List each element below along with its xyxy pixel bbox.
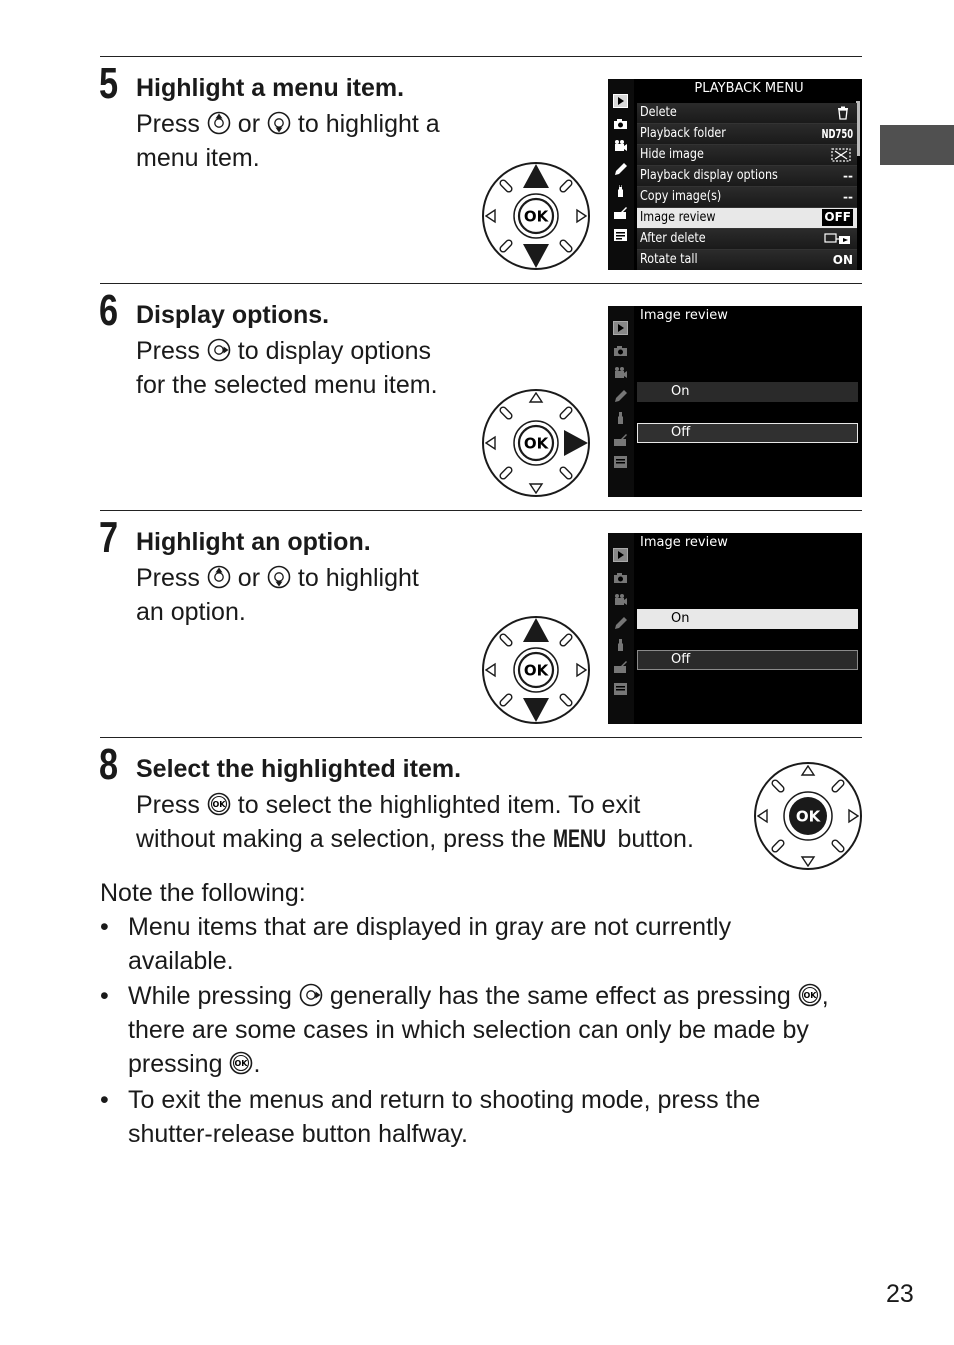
bullet: • — [100, 982, 109, 1010]
camera-tab-icon — [613, 117, 628, 131]
step-number: 8 — [99, 740, 117, 789]
section-rule — [100, 283, 862, 284]
step-text: to select the highlighted item. To exit — [230, 791, 641, 819]
menu-item-value: ND750 — [821, 127, 853, 141]
step-text: an option. — [136, 598, 246, 626]
multi-selector-dial-right-icon — [480, 387, 592, 499]
step-text: to highlight a — [290, 110, 440, 138]
menu-item-delete[interactable] — [637, 103, 857, 124]
menu-item-image-review[interactable] — [637, 208, 857, 229]
note-text: there are some cases in which selection can only be made by — [128, 1016, 809, 1044]
step-title: Highlight a menu item. — [136, 74, 405, 102]
my-menu-tab-icon — [613, 682, 628, 696]
trash-icon — [837, 106, 849, 120]
page-number: 23 — [886, 1280, 914, 1308]
menu-item-value: -- — [843, 169, 853, 183]
menu-item-rotate-tall[interactable] — [637, 250, 857, 270]
menu-item-label: After delete — [640, 231, 706, 246]
note-text: Menu items that are displayed in gray are not currently — [128, 913, 732, 941]
menu-item-copy-images[interactable] — [637, 187, 857, 208]
playback-menu-screen — [608, 79, 862, 270]
after-delete-icon — [824, 232, 852, 246]
menu-item-playback-folder[interactable] — [637, 124, 857, 145]
pencil-tab-icon — [613, 389, 628, 403]
step-text: or — [230, 110, 267, 138]
note-bullet — [100, 979, 870, 1081]
step-text: button. — [610, 825, 694, 853]
menu-item-label: Delete — [640, 105, 677, 120]
menu-item-label: Playback folder — [640, 126, 726, 141]
menu-item-value: OFF — [824, 210, 851, 224]
menu-sidebar — [608, 306, 634, 497]
movie-tab-icon — [613, 139, 628, 153]
menu-item-label: Image review — [640, 210, 716, 225]
my-menu-tab-icon — [613, 455, 628, 469]
step-text: Press — [136, 791, 207, 819]
wrench-tab-icon — [613, 638, 628, 652]
menu-title: PLAYBACK MENU — [694, 81, 804, 96]
multi-selector-right-icon — [299, 983, 323, 1007]
multi-selector-dial-up-down-icon — [480, 614, 592, 726]
movie-tab-icon — [613, 366, 628, 380]
option-off[interactable] — [637, 650, 858, 670]
step-text: to highlight — [290, 564, 419, 592]
retouch-tab-icon — [613, 660, 628, 674]
retouch-tab-icon — [613, 433, 628, 447]
multi-selector-dial-ok-icon — [752, 760, 864, 872]
menu-item-hide-image[interactable] — [637, 145, 857, 166]
step-text: for the selected menu item. — [136, 371, 438, 399]
notes-intro: Note the following: — [100, 879, 306, 907]
section-rule — [100, 510, 862, 511]
wrench-tab-icon — [613, 184, 628, 198]
step-body — [136, 334, 438, 402]
screen-title: Image review — [640, 308, 728, 323]
movie-tab-icon — [613, 593, 628, 607]
step-text: Press — [136, 110, 207, 138]
step-body — [136, 107, 440, 175]
menu-sidebar — [608, 533, 634, 724]
option-label: On — [671, 611, 690, 626]
multi-selector-dial-up-down-icon — [480, 160, 592, 272]
screen-title: Image review — [640, 535, 728, 550]
option-label: Off — [671, 652, 691, 667]
option-label: Off — [671, 425, 691, 440]
section-rule — [100, 56, 862, 57]
option-on[interactable] — [637, 382, 858, 402]
ok-button-icon — [229, 1051, 253, 1075]
svg-text:OK: OK — [523, 661, 549, 680]
menu-item-playback-display-options[interactable] — [637, 166, 857, 187]
step-number: 6 — [99, 286, 117, 335]
step-text: menu item. — [136, 144, 260, 172]
note-text: While pressing — [128, 982, 299, 1010]
note-text: generally has the same effect as pressing — [322, 982, 798, 1010]
note-text: shutter-release button halfway. — [128, 1120, 469, 1148]
step-text: Press — [136, 564, 207, 592]
retouch-tab-icon — [613, 206, 628, 220]
chapter-tab — [880, 125, 954, 165]
step-body — [136, 788, 756, 856]
step-body — [136, 561, 419, 629]
step-number: 7 — [99, 513, 117, 562]
svg-text:OK: OK — [795, 807, 821, 826]
step-title: Highlight an option. — [136, 528, 371, 556]
multi-selector-down-icon — [267, 111, 291, 135]
svg-text:OK: OK — [523, 207, 549, 226]
my-menu-tab-icon — [613, 228, 628, 242]
image-review-screen — [608, 533, 862, 724]
step-text: or — [230, 564, 267, 592]
note-text: To exit the menus and return to shooting mode, press the — [128, 1086, 761, 1114]
section-rule — [100, 737, 862, 738]
note-bullet — [100, 1083, 870, 1151]
menu-item-label: Hide image — [640, 147, 704, 162]
step-title: Display options. — [136, 301, 330, 329]
playback-tab-icon — [613, 321, 628, 335]
note-bullet — [100, 910, 870, 978]
playback-tab-icon — [613, 548, 628, 562]
menu-item-label: Rotate tall — [640, 252, 698, 267]
menu-sidebar — [608, 79, 634, 270]
pencil-tab-icon — [613, 616, 628, 630]
hidden-image-icon — [831, 148, 851, 162]
bullet: • — [100, 1086, 109, 1114]
svg-text:OK: OK — [523, 434, 549, 453]
multi-selector-right-icon — [207, 338, 231, 362]
menu-item-value: ON — [832, 253, 853, 267]
multi-selector-up-icon — [207, 111, 231, 135]
menu-item-label: Playback display options — [640, 168, 778, 183]
multi-selector-down-icon — [267, 565, 291, 589]
step-number: 5 — [99, 59, 117, 108]
ok-button-icon — [798, 983, 822, 1007]
step-title: Select the highlighted item. — [136, 755, 462, 783]
wrench-tab-icon — [613, 411, 628, 425]
ok-button-icon — [207, 792, 231, 816]
bullet: • — [100, 913, 109, 941]
menu-item-label: Copy image(s) — [640, 189, 722, 204]
option-on[interactable] — [637, 609, 858, 629]
note-text: , — [821, 982, 829, 1010]
camera-tab-icon — [613, 344, 628, 358]
note-text: . — [253, 1050, 261, 1078]
option-off[interactable] — [637, 423, 858, 443]
image-review-screen — [608, 306, 862, 497]
step-text: without making a selection, press the — [136, 825, 553, 853]
camera-tab-icon — [613, 571, 628, 585]
pencil-tab-icon — [613, 162, 628, 176]
playback-tab-icon — [613, 94, 628, 108]
multi-selector-up-icon — [207, 565, 231, 589]
note-text: available. — [128, 947, 234, 975]
step-text: to display options — [230, 337, 431, 365]
menu-button-label: MENU — [552, 825, 606, 853]
step-text: Press — [136, 337, 207, 365]
note-text: pressing — [128, 1050, 230, 1078]
menu-item-after-delete[interactable] — [637, 229, 857, 250]
option-label: On — [671, 384, 690, 399]
menu-item-value: -- — [843, 190, 853, 204]
